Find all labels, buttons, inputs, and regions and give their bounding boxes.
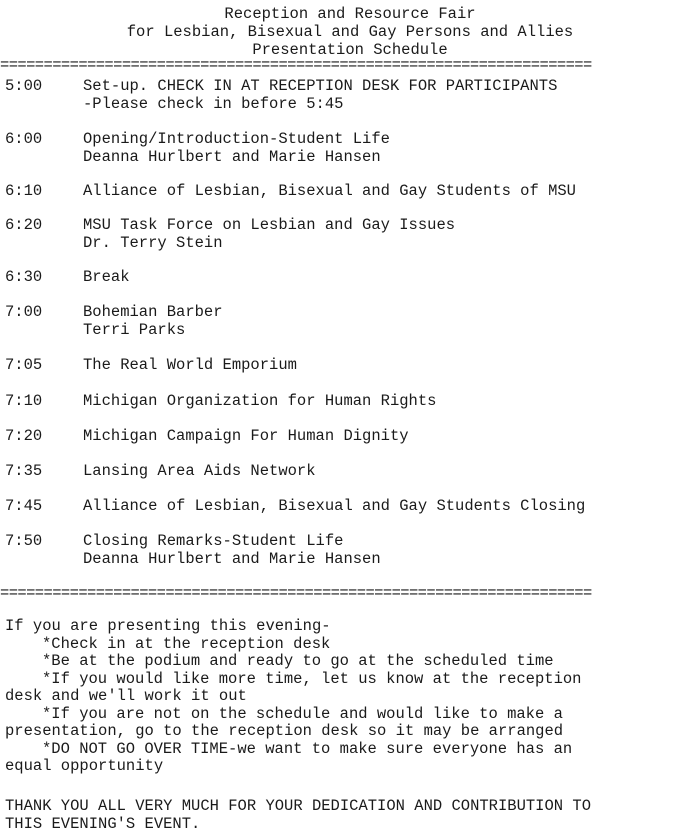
schedule-line: Alliance of Lesbian, Bisexual and Gay Students of MSU — [83, 182, 576, 200]
schedule-description — [83, 216, 455, 252]
schedule-time: 6:00 — [5, 130, 43, 148]
note-item-continued: presentation, go to the reception desk so it may be arranged — [5, 722, 564, 740]
schedule-line: Michigan Campaign For Human Dignity — [83, 427, 409, 445]
schedule-time: 7:05 — [5, 356, 43, 374]
schedule-line: Deanna Hurlbert and Marie Hansen — [83, 550, 381, 568]
schedule-description — [83, 392, 436, 410]
schedule-description — [83, 427, 409, 445]
thank-you-footer — [5, 798, 695, 833]
schedule-time: 7:35 — [5, 462, 43, 480]
schedule-description — [83, 356, 297, 374]
schedule-time: 6:10 — [5, 182, 43, 200]
top-divider: ==================================================================== — [0, 57, 592, 73]
note-item: *Check in at the reception desk — [42, 634, 331, 653]
footer-line-1: THANK YOU ALL VERY MUCH FOR YOUR DEDICATION AND CONTRIBUTION TO — [5, 797, 591, 815]
schedule-description — [83, 182, 576, 200]
schedule-time: 7:10 — [5, 392, 43, 410]
schedule-line: Michigan Organization for Human Rights — [83, 392, 437, 410]
schedule-line: Opening/Introduction-Student Life — [83, 130, 390, 148]
schedule-description — [83, 268, 130, 286]
schedule-time: 5:00 — [5, 77, 43, 95]
note-item-continued: equal opportunity — [5, 757, 164, 775]
title-line-3: Presentation Schedule — [252, 41, 448, 59]
note-item: *If you would like more time, let us know at the reception — [42, 669, 582, 688]
schedule-description — [83, 303, 223, 339]
schedule-description — [83, 130, 390, 166]
document-header — [0, 5, 700, 59]
schedule-description — [83, 462, 316, 480]
schedule-time: 6:20 — [5, 216, 43, 234]
schedule-line: Dr. Terry Stein — [83, 234, 223, 252]
notes-intro: If you are presenting this evening- — [5, 617, 331, 635]
schedule-time: 6:30 — [5, 268, 43, 286]
schedule-time: 7:20 — [5, 427, 43, 445]
schedule-line: Lansing Area Aids Network — [83, 462, 316, 480]
title-line-2: for Lesbian, Bisexual and Gay Persons and Allies — [126, 23, 574, 41]
bottom-divider: ==================================================================== — [0, 585, 592, 601]
schedule-line: Break — [83, 268, 130, 286]
schedule-line: Alliance of Lesbian, Bisexual and Gay Students Closing — [83, 497, 586, 515]
schedule-time: 7:45 — [5, 497, 43, 515]
schedule-line: The Real World Emporium — [83, 356, 297, 374]
schedule-line: MSU Task Force on Lesbian and Gay Issues — [83, 216, 456, 234]
schedule-line: -Please check in before 5:45 — [83, 95, 344, 113]
schedule-time: 7:50 — [5, 532, 43, 550]
note-item-continued: desk and we'll work it out — [5, 687, 247, 705]
title-line-1: Reception and Resource Fair — [224, 5, 476, 23]
schedule-description — [83, 497, 585, 515]
note-item: *Be at the podium and ready to go at the scheduled time — [42, 652, 554, 670]
note-item: *DO NOT GO OVER TIME-we want to make sure everyone has an — [42, 739, 573, 758]
schedule-line: Deanna Hurlbert and Marie Hansen — [83, 148, 381, 166]
schedule-line: Set-up. CHECK IN AT RECEPTION DESK FOR PARTICIPANTS — [83, 77, 558, 95]
schedule-description — [83, 77, 557, 113]
schedule-line: Terri Parks — [83, 321, 186, 339]
footer-line-2: THIS EVENING'S EVENT. — [5, 814, 201, 833]
schedule-time: 7:00 — [5, 303, 43, 321]
schedule-line: Closing Remarks-Student Life — [83, 532, 344, 550]
note-item: *If you are not on the schedule and would like to make a — [42, 704, 563, 723]
schedule-description — [83, 532, 381, 568]
presenter-notes — [5, 618, 695, 776]
schedule-line: Bohemian Barber — [83, 303, 223, 321]
